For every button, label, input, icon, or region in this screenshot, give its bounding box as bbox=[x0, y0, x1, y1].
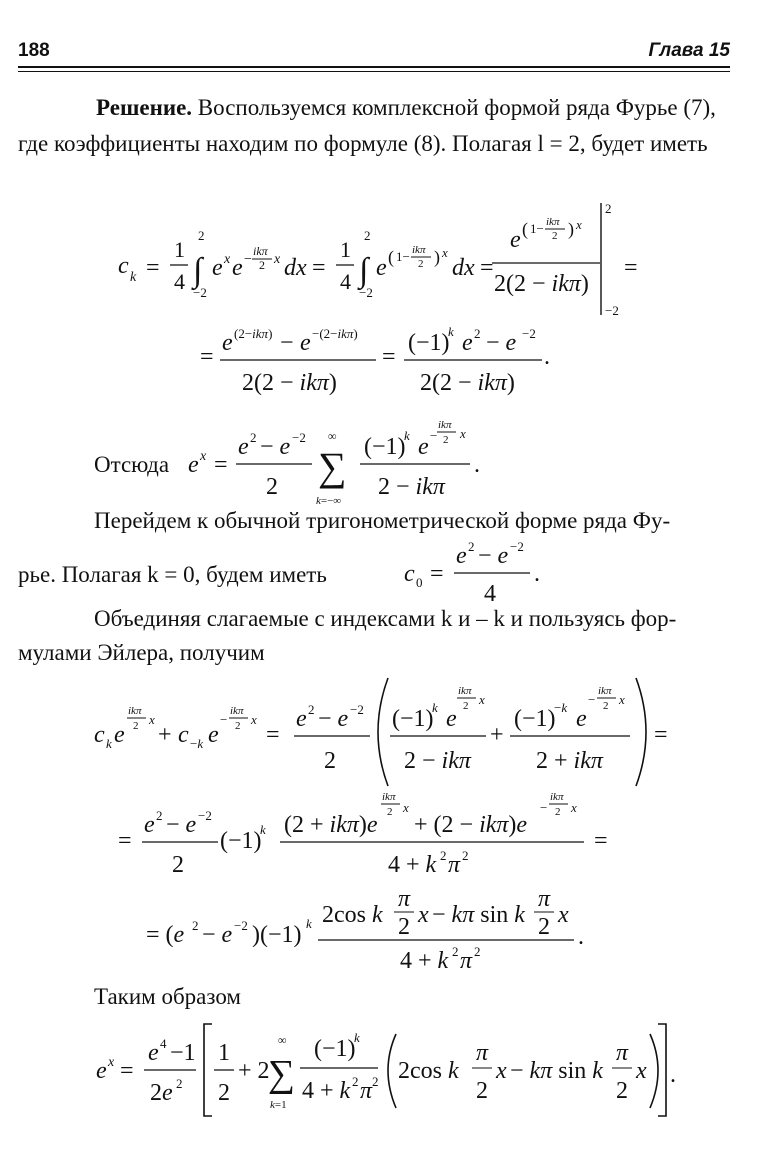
svg-text:.: . bbox=[578, 924, 584, 950]
svg-text:=: = bbox=[654, 722, 668, 748]
svg-text:x: x bbox=[619, 692, 625, 707]
svg-text:c: c bbox=[404, 561, 415, 587]
svg-text:−2: −2 bbox=[350, 702, 364, 717]
svg-text:x: x bbox=[418, 902, 429, 928]
svg-text:2: 2 bbox=[172, 852, 184, 878]
page-number: 188 bbox=[18, 40, 50, 61]
chapter-title: Глава 15 bbox=[648, 40, 730, 61]
svg-text:2: 2 bbox=[218, 1080, 230, 1106]
svg-text:(: ( bbox=[388, 247, 394, 267]
svg-text:− e: − e bbox=[202, 922, 233, 948]
svg-text:e: e bbox=[418, 434, 429, 460]
svg-text:2: 2 bbox=[192, 918, 199, 933]
svg-text:2: 2 bbox=[133, 720, 139, 732]
svg-text:k: k bbox=[448, 324, 454, 339]
svg-text:− kπ sin k: − kπ sin k bbox=[432, 902, 525, 928]
header-rule bbox=[18, 66, 730, 68]
svg-text:+ 2: + 2 bbox=[238, 1058, 270, 1084]
svg-text:e: e bbox=[376, 255, 387, 281]
svg-text:.: . bbox=[474, 452, 480, 478]
transition-text-line2: рье. Полагая k = 0, будем иметь bbox=[18, 562, 327, 587]
svg-text:−(2−ikπ): −(2−ikπ) bbox=[312, 326, 358, 341]
svg-text:e: e bbox=[238, 434, 249, 460]
svg-text:k: k bbox=[106, 736, 112, 751]
svg-text:e: e bbox=[188, 452, 199, 478]
svg-text:2: 2 bbox=[476, 1078, 488, 1104]
svg-text:π: π bbox=[398, 886, 411, 912]
svg-text:x: x bbox=[274, 252, 281, 267]
svg-text:x: x bbox=[108, 1055, 115, 1070]
svg-text:.: . bbox=[670, 1062, 676, 1088]
svg-text:1: 1 bbox=[218, 1040, 230, 1066]
svg-text:−: − bbox=[540, 800, 548, 815]
svg-text:+: + bbox=[490, 722, 504, 748]
svg-text:x: x bbox=[200, 449, 207, 464]
svg-text:4 + k: 4 + k bbox=[388, 852, 437, 878]
svg-text:∫: ∫ bbox=[193, 252, 203, 289]
svg-text:4: 4 bbox=[174, 269, 185, 294]
svg-text:2: 2 bbox=[440, 848, 447, 863]
svg-text:.: . bbox=[544, 344, 550, 370]
svg-text:2 + ikπ: 2 + ikπ bbox=[536, 748, 603, 774]
svg-text:1−: 1− bbox=[396, 249, 410, 264]
svg-text:−2: −2 bbox=[522, 326, 536, 341]
svg-text:=: = bbox=[120, 1058, 134, 1084]
svg-text:2: 2 bbox=[156, 808, 163, 823]
svg-text:−: − bbox=[220, 712, 228, 727]
svg-text:c: c bbox=[118, 253, 129, 279]
solution-label: Решение. bbox=[96, 95, 193, 120]
svg-text:2: 2 bbox=[616, 1078, 628, 1104]
svg-text:k: k bbox=[306, 916, 312, 931]
equation-coefficient-result bbox=[0, 320, 772, 400]
svg-text:2: 2 bbox=[387, 806, 393, 818]
svg-text:=: = bbox=[266, 722, 280, 748]
combine-text-line1: Объединяя слагаемые с индексами k и – k и пользуясь фор- bbox=[94, 606, 677, 631]
svg-text:∑: ∑ bbox=[318, 444, 347, 489]
svg-text:x: x bbox=[496, 1058, 507, 1084]
svg-text:e: e bbox=[212, 255, 223, 281]
svg-text:π: π bbox=[360, 1078, 373, 1104]
svg-text:2: 2 bbox=[552, 230, 558, 242]
svg-text:−2: −2 bbox=[292, 430, 306, 445]
svg-text:−: − bbox=[588, 692, 596, 707]
svg-text:=: = bbox=[214, 452, 228, 478]
svg-text:1: 1 bbox=[340, 237, 351, 262]
svg-text:e: e bbox=[222, 330, 233, 356]
equation-series-expansion bbox=[0, 410, 772, 510]
svg-text:2: 2 bbox=[266, 474, 278, 500]
svg-text:(2−ikπ): (2−ikπ) bbox=[234, 326, 273, 341]
svg-text:c: c bbox=[94, 722, 105, 748]
svg-text:=: = bbox=[382, 344, 396, 370]
svg-text:2: 2 bbox=[468, 539, 475, 554]
svg-text:2: 2 bbox=[418, 258, 424, 270]
equation-coefficient-integral bbox=[0, 195, 772, 325]
transition-text-line1: Перейдем к обычной тригонометрической форме ряда Фу- bbox=[94, 508, 671, 533]
svg-text:(−1): (−1) bbox=[392, 706, 434, 732]
svg-text:∑: ∑ bbox=[268, 1053, 296, 1095]
svg-text:2: 2 bbox=[364, 228, 371, 243]
svg-text:(: ( bbox=[522, 219, 528, 239]
svg-text:=: = bbox=[624, 255, 638, 281]
svg-text:∞: ∞ bbox=[328, 429, 337, 443]
svg-text:−: − bbox=[244, 252, 252, 267]
svg-text:=: = bbox=[312, 255, 326, 281]
svg-text:2cos k: 2cos k bbox=[398, 1058, 459, 1084]
svg-text:− e: − e bbox=[260, 434, 291, 460]
svg-text:4 + k: 4 + k bbox=[400, 948, 449, 974]
svg-text:e: e bbox=[148, 1040, 159, 1066]
svg-text:ikπ: ikπ bbox=[412, 244, 426, 256]
svg-text:−2: −2 bbox=[605, 303, 619, 318]
svg-text:=: = bbox=[200, 344, 214, 370]
hence-label: Отсюда bbox=[94, 452, 170, 477]
svg-text:x: x bbox=[224, 252, 231, 267]
svg-text:−1: −1 bbox=[170, 1040, 196, 1066]
equation-c0 bbox=[400, 535, 560, 607]
svg-text:2: 2 bbox=[235, 720, 241, 732]
svg-text:k: k bbox=[260, 822, 266, 837]
svg-text:−k: −k bbox=[190, 736, 204, 751]
svg-text:x: x bbox=[479, 692, 485, 707]
svg-text:=: = bbox=[480, 255, 494, 281]
svg-text:π: π bbox=[448, 852, 461, 878]
svg-text:ikπ: ikπ bbox=[438, 419, 452, 431]
svg-text:e: e bbox=[114, 722, 125, 748]
svg-text:2: 2 bbox=[198, 228, 205, 243]
svg-text:k=1: k=1 bbox=[270, 1099, 287, 1111]
svg-text:2cos k: 2cos k bbox=[322, 902, 383, 928]
svg-text:x: x bbox=[403, 800, 409, 815]
svg-text:− e: − e bbox=[478, 543, 509, 569]
svg-text:=: = bbox=[146, 255, 160, 281]
svg-text:=: = bbox=[430, 561, 444, 587]
svg-text:2: 2 bbox=[443, 434, 449, 446]
svg-text:−2: −2 bbox=[234, 918, 248, 933]
svg-text:(−1): (−1) bbox=[408, 330, 450, 356]
svg-text:2: 2 bbox=[452, 944, 459, 959]
svg-text:2: 2 bbox=[463, 700, 469, 712]
svg-text:π: π bbox=[476, 1040, 489, 1066]
svg-text:−2: −2 bbox=[510, 539, 524, 554]
svg-text:x: x bbox=[558, 902, 569, 928]
svg-text:4: 4 bbox=[340, 269, 351, 294]
solution-text: Воспользуемся комплексной формой ряда Фурье (7), где коэффициенты находим по формуле (8). Полагая l = 2, будет иметь bbox=[18, 95, 716, 156]
svg-text:=: = bbox=[594, 828, 608, 854]
svg-text:(−1): (−1) bbox=[220, 828, 262, 854]
svg-text:c: c bbox=[178, 722, 189, 748]
svg-text:−2: −2 bbox=[193, 285, 207, 300]
svg-text:.: . bbox=[534, 561, 540, 587]
svg-text:e: e bbox=[208, 722, 219, 748]
svg-text:2(2 − ikπ): 2(2 − ikπ) bbox=[420, 370, 515, 396]
svg-text:(−1): (−1) bbox=[314, 1036, 356, 1062]
svg-text:e: e bbox=[462, 330, 473, 356]
svg-text:1−: 1− bbox=[530, 221, 544, 236]
svg-text:2 − ikπ: 2 − ikπ bbox=[378, 474, 445, 500]
svg-text:− e: − e bbox=[166, 812, 197, 838]
svg-text:k: k bbox=[130, 270, 137, 285]
equation-combined-fraction bbox=[0, 790, 772, 882]
svg-text:e: e bbox=[232, 255, 243, 281]
svg-text:2: 2 bbox=[398, 914, 410, 940]
svg-text:2 − ikπ: 2 − ikπ bbox=[404, 748, 471, 774]
svg-text:x: x bbox=[571, 800, 577, 815]
svg-text:): ) bbox=[434, 247, 440, 267]
svg-text:2: 2 bbox=[538, 914, 550, 940]
svg-text:2: 2 bbox=[462, 848, 469, 863]
svg-text:+ (2 − ikπ)e: + (2 − ikπ)e bbox=[414, 812, 528, 838]
equation-combined-terms bbox=[0, 670, 772, 795]
svg-text:e: e bbox=[510, 227, 521, 253]
svg-text:2: 2 bbox=[372, 1074, 379, 1089]
svg-text:x: x bbox=[576, 217, 582, 232]
svg-text:e: e bbox=[446, 706, 457, 732]
svg-text:2: 2 bbox=[308, 702, 315, 717]
svg-text:k=−∞: k=−∞ bbox=[316, 495, 342, 507]
svg-text:ikπ: ikπ bbox=[546, 216, 560, 228]
svg-text:ikπ: ikπ bbox=[550, 791, 564, 803]
header-rule-thin bbox=[18, 71, 730, 72]
svg-text:(−1): (−1) bbox=[364, 434, 406, 460]
svg-text:ikπ: ikπ bbox=[253, 244, 268, 258]
svg-text:− e: − e bbox=[486, 330, 517, 356]
svg-text:−: − bbox=[280, 330, 294, 356]
svg-text:2: 2 bbox=[555, 806, 561, 818]
svg-text:2: 2 bbox=[605, 201, 612, 216]
svg-text:2: 2 bbox=[259, 258, 265, 272]
svg-text:x: x bbox=[251, 712, 257, 727]
svg-text:4: 4 bbox=[160, 1036, 167, 1051]
svg-text:ikπ: ikπ bbox=[598, 685, 612, 697]
svg-text:∞: ∞ bbox=[278, 1033, 287, 1047]
svg-text:− kπ sin k: − kπ sin k bbox=[510, 1058, 603, 1084]
solution-paragraph bbox=[18, 90, 730, 162]
svg-text:∫: ∫ bbox=[359, 252, 369, 289]
svg-text:k: k bbox=[354, 1030, 360, 1045]
svg-text:4 + k: 4 + k bbox=[302, 1078, 351, 1104]
svg-text:e: e bbox=[96, 1058, 107, 1084]
svg-text:π: π bbox=[460, 948, 473, 974]
svg-text:−2: −2 bbox=[359, 285, 373, 300]
svg-text:e: e bbox=[456, 543, 467, 569]
svg-text:(2 + ikπ)e: (2 + ikπ)e bbox=[284, 812, 378, 838]
svg-text:−k: −k bbox=[554, 700, 568, 715]
equation-trig-form bbox=[0, 880, 772, 980]
svg-text:0: 0 bbox=[416, 575, 423, 590]
svg-text:2: 2 bbox=[176, 1076, 183, 1091]
svg-text:−: − bbox=[430, 428, 438, 443]
svg-text:e: e bbox=[300, 330, 311, 356]
svg-text:1: 1 bbox=[174, 237, 185, 262]
svg-text:2(2 − ikπ): 2(2 − ikπ) bbox=[494, 271, 589, 297]
svg-text:): ) bbox=[568, 219, 574, 239]
svg-text:k: k bbox=[432, 700, 438, 715]
svg-text:ikπ: ikπ bbox=[230, 705, 244, 717]
thus-label: Таким образом bbox=[94, 984, 241, 1009]
svg-text:ikπ: ikπ bbox=[382, 791, 396, 803]
svg-text:= (e: = (e bbox=[146, 922, 185, 948]
svg-text:2: 2 bbox=[474, 326, 481, 341]
svg-text:e: e bbox=[144, 812, 155, 838]
svg-text:(−1): (−1) bbox=[514, 706, 556, 732]
svg-text:dx: dx bbox=[284, 255, 307, 281]
svg-text:+: + bbox=[158, 722, 172, 748]
combine-text-line2: мулами Эйлера, получим bbox=[18, 640, 265, 665]
svg-text:2e: 2e bbox=[150, 1080, 173, 1106]
svg-text:2: 2 bbox=[352, 1074, 359, 1089]
svg-text:=: = bbox=[118, 828, 132, 854]
svg-text:2(2 − ikπ): 2(2 − ikπ) bbox=[242, 370, 337, 396]
svg-text:k: k bbox=[404, 428, 410, 443]
svg-text:ikπ: ikπ bbox=[458, 685, 472, 697]
svg-text:e: e bbox=[296, 706, 307, 732]
svg-text:)(−1): )(−1) bbox=[252, 922, 302, 948]
svg-text:2: 2 bbox=[250, 430, 257, 445]
svg-text:dx: dx bbox=[452, 255, 475, 281]
svg-text:x: x bbox=[460, 426, 466, 441]
svg-text:e: e bbox=[576, 706, 587, 732]
svg-text:2: 2 bbox=[474, 944, 481, 959]
svg-text:− e: − e bbox=[318, 706, 349, 732]
svg-text:4: 4 bbox=[484, 581, 496, 607]
svg-text:x: x bbox=[442, 245, 448, 260]
svg-text:x: x bbox=[149, 712, 155, 727]
equation-final-series bbox=[0, 1012, 772, 1122]
svg-text:2: 2 bbox=[603, 700, 609, 712]
svg-text:−2: −2 bbox=[198, 808, 212, 823]
svg-text:π: π bbox=[538, 886, 551, 912]
svg-text:π: π bbox=[616, 1040, 629, 1066]
svg-text:2: 2 bbox=[324, 748, 336, 774]
svg-text:x: x bbox=[636, 1058, 647, 1084]
svg-text:ikπ: ikπ bbox=[128, 705, 142, 717]
